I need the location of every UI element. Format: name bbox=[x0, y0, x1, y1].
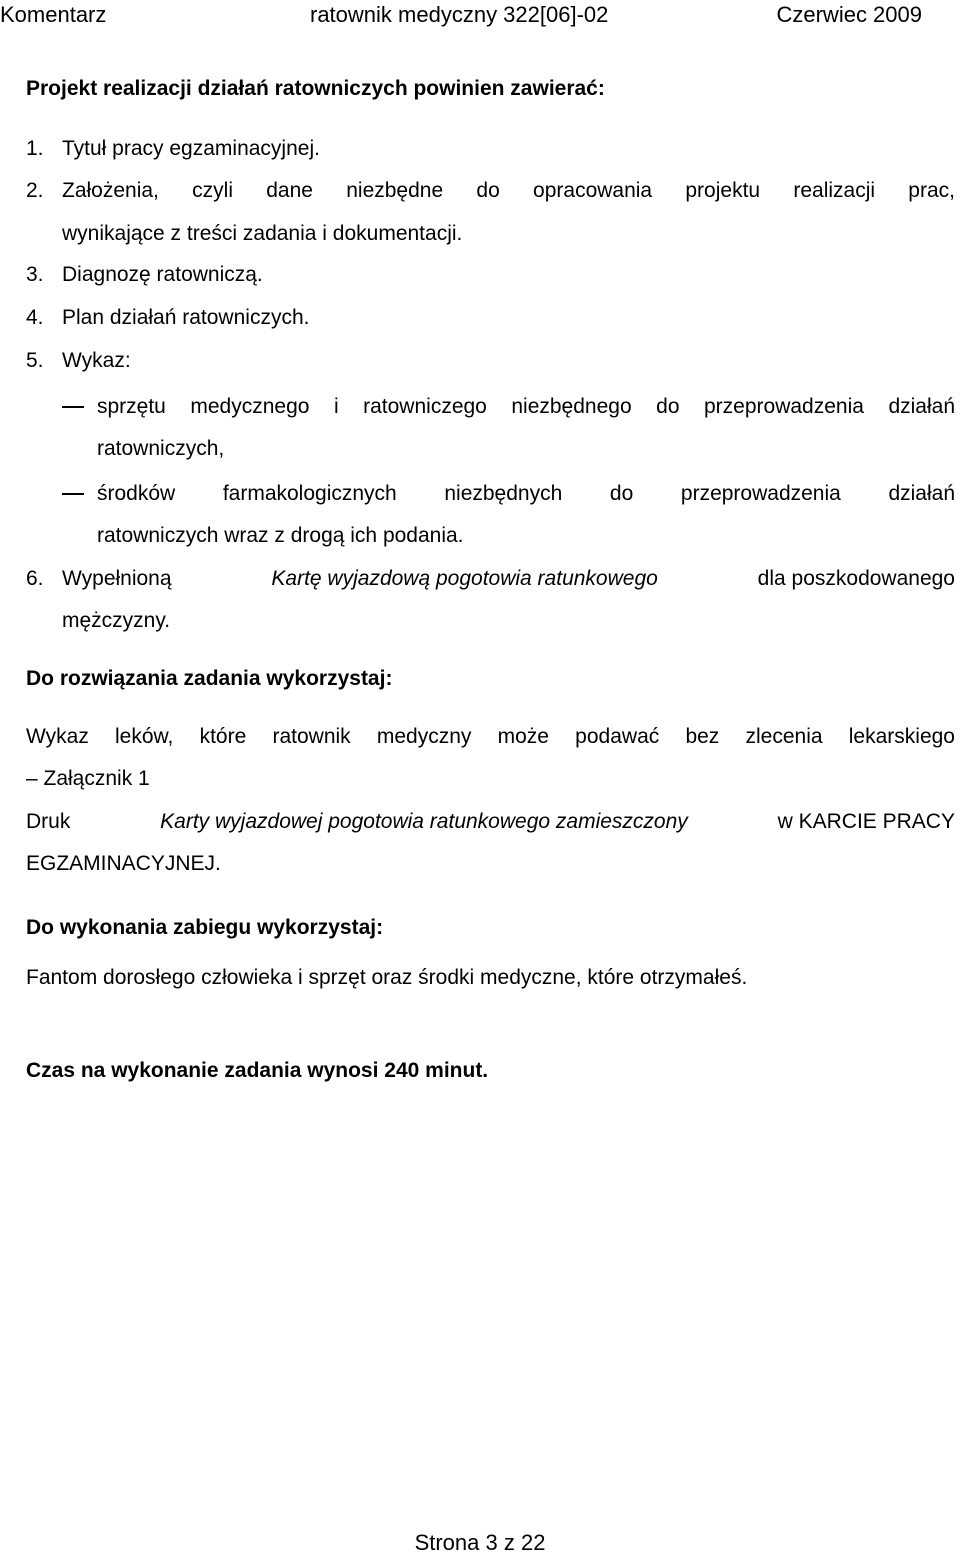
subitem-text: sprzętu medycznego i ratowniczego niezbędnego do przeprowadzenia działań bbox=[97, 395, 955, 418]
project-heading: Projekt realizacji działań ratowniczych powinien zawierać: bbox=[26, 77, 605, 100]
page-header bbox=[0, 0, 960, 30]
item-number: 4. bbox=[26, 306, 44, 329]
header-center: ratownik medyczny 322[06]-02 bbox=[310, 2, 609, 27]
solve-paragraph-2-continued: EGZAMINACYJNEJ. bbox=[26, 852, 221, 875]
item-text-italic: Kartę wyjazdową pogotowia ratunkowego bbox=[271, 567, 658, 590]
solve-paragraph-2 bbox=[26, 807, 955, 837]
procedure-text: Fantom dorosłego człowieka i sprzęt oraz środki medyczne, które otrzymałeś. bbox=[26, 966, 748, 989]
dash-bullet bbox=[62, 406, 84, 408]
dash-bullet bbox=[62, 493, 84, 495]
item-text-continued: mężczyzny. bbox=[62, 609, 171, 632]
subitem-text-continued: ratowniczych, bbox=[97, 437, 225, 460]
solve-heading: Do rozwiązania zadania wykorzystaj: bbox=[26, 667, 393, 690]
solve-paragraph-2-italic: Karty wyjazdowej pogotowia ratunkowego zamieszczony bbox=[160, 810, 688, 833]
solve-paragraph-2-pre: Druk bbox=[26, 810, 71, 833]
subitem-text: środków farmakologicznych niezbędnych do przeprowadzenia działań bbox=[97, 482, 955, 505]
item-text-post: dla poszkodowanego bbox=[757, 567, 955, 590]
procedure-heading: Do wykonania zabiegu wykorzystaj: bbox=[26, 916, 384, 939]
item-text bbox=[62, 564, 955, 594]
header-left: Komentarz bbox=[0, 2, 107, 27]
item-number: 6. bbox=[26, 567, 44, 590]
item-text-continued: wynikające z treści zadania i dokumentacji. bbox=[62, 222, 463, 245]
header-right: Czerwiec 2009 bbox=[776, 2, 922, 27]
item-text: Założenia, czyli dane niezbędne do opracowania projektu realizacji prac, bbox=[62, 179, 955, 202]
subitem-text-continued: ratowniczych wraz z drogą ich podania. bbox=[97, 524, 464, 547]
item-number: 1. bbox=[26, 137, 44, 160]
item-number: 2. bbox=[26, 179, 44, 202]
item-text: Plan działań ratowniczych. bbox=[62, 306, 310, 329]
item-text-pre: Wypełnioną bbox=[62, 567, 172, 590]
solve-paragraph-1-continued: – Załącznik 1 bbox=[26, 767, 150, 790]
solve-paragraph-1: Wykaz leków, które ratownik medyczny może podawać bez zlecenia lekarskiego bbox=[26, 725, 955, 748]
item-text: Wykaz: bbox=[62, 349, 131, 372]
item-number: 5. bbox=[26, 349, 44, 372]
item-text: Tytuł pracy egzaminacyjnej. bbox=[62, 137, 320, 160]
item-number: 3. bbox=[26, 263, 44, 286]
solve-paragraph-2-post: w KARCIE PRACY bbox=[777, 810, 955, 833]
page-number: Strona 3 z 22 bbox=[414, 1530, 546, 1555]
item-text: Diagnozę ratowniczą. bbox=[62, 263, 263, 286]
time-statement: Czas na wykonanie zadania wynosi 240 minut. bbox=[26, 1059, 489, 1082]
